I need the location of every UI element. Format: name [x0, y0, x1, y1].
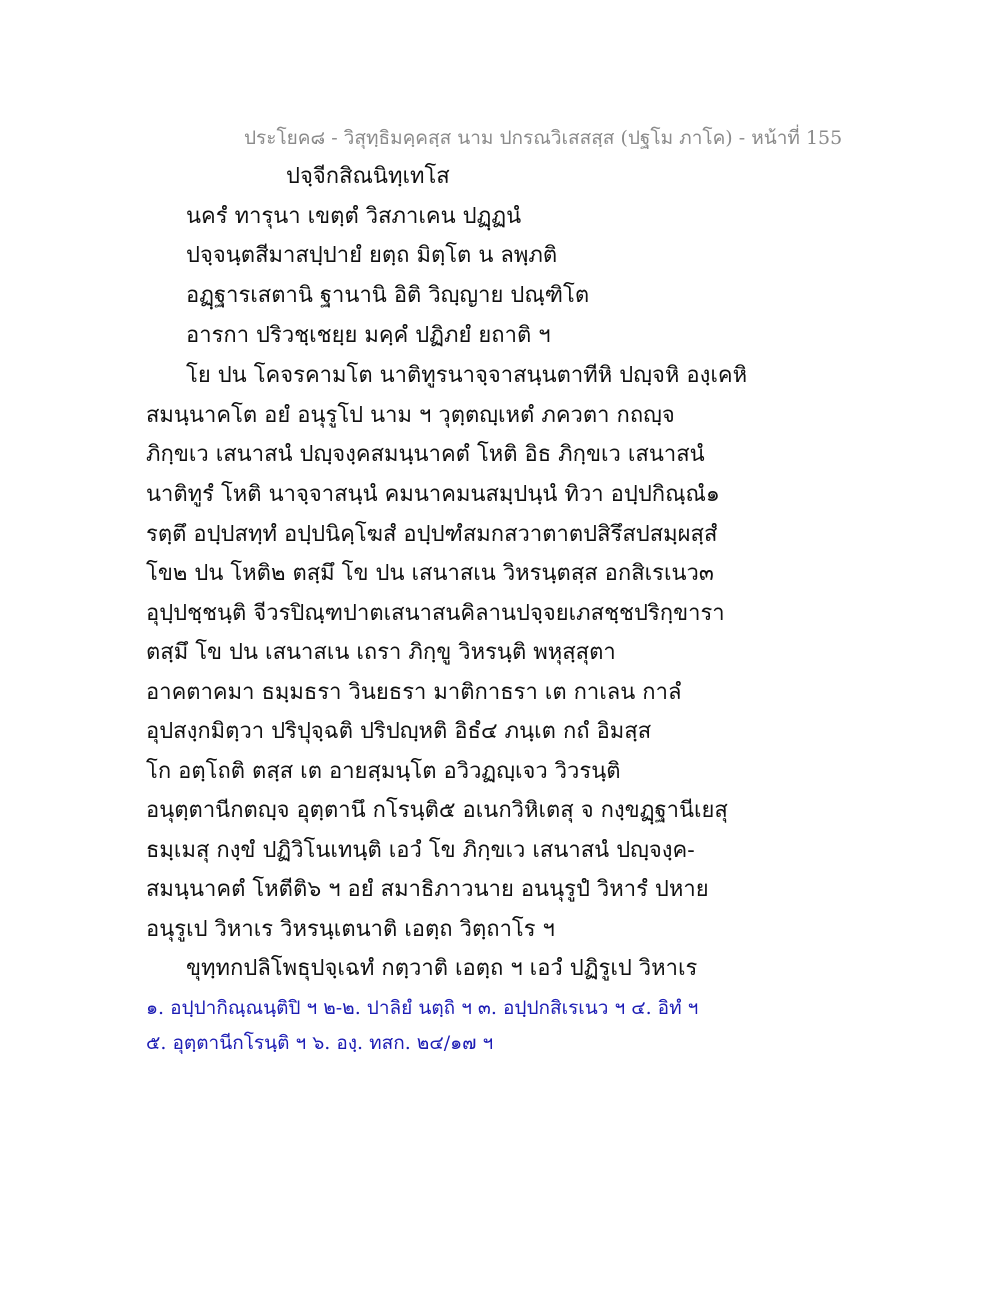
body-line: นาติทูรํ โหติ นาจฺจาสนฺนํ คมนาคมนสมฺปนฺนํ ทิวา อปฺปกิณฺณํ๑: [146, 482, 720, 507]
verse-line: นครํ ทารุนา เขตฺตํ วิสภาเคน ปฏฺฏนํ: [186, 204, 522, 229]
body-line: อนุตฺตานีกตญฺจ อุตฺตานึ กโรนฺติ๕ อเนกวิหิเตสุ จ กงฺขฏฺฐานีเยสุ: [146, 798, 728, 823]
body-line: ภิกฺขเว เสนาสนํ ปญฺจงฺคสมนฺนาคตํ โหติ อิธ ภิกฺขเว เสนาสนํ: [146, 442, 705, 467]
section-title: ปจฺจีกสิณนิทฺเทโส: [286, 164, 450, 189]
body-line: โก อตฺโถติ ตสฺส เต อายสฺมนฺโต อวิวฏญฺเจว วิวรนฺติ: [146, 759, 621, 784]
body-line: ธมฺเมสุ กงฺขํ ปฏิวิโนเทนฺติ เอวํ โข ภิกฺขเว เสนาสนํ ปญฺจงฺค-: [146, 838, 695, 863]
body-line: อาคตาคมา ธมฺมธรา วินยธรา มาติกาธรา เต กาเลน กาลํ: [146, 680, 682, 705]
body-line: โข๒ ปน โหติ๒ ตสฺมึ โข ปน เสนาสเน วิหรนฺตสฺส อกสิเรเนว๓: [146, 561, 714, 586]
verse-line: ปจฺจนฺตสีมาสปฺปายํ ยตฺถ มิตฺโต น ลพฺภติ: [186, 243, 558, 268]
body-line: ตสฺมึ โข ปน เสนาสเน เถรา ภิกฺขู วิหรนฺติ พหุสฺสุตา: [146, 640, 616, 665]
body-line: อนุรูเป วิหาเร วิหรนฺเตนาติ เอตฺถ วิตฺถาโร ฯ: [146, 917, 555, 942]
body-line: ขุทฺทกปลิโพธุปจฺเฉทํ กตฺวาติ เอตฺถ ฯ เอวํ ปฏิรูเป วิหาเร: [186, 956, 698, 981]
body-line: อุปสงฺกมิตฺวา ปริปุจฺฉติ ปริปญฺหติ อิธํ๔ ภนฺเต กถํ อิมสฺส: [146, 719, 652, 744]
body-line: รตฺตึ อปฺปสทฺทํ อปฺปนิคฺโฆสํ อปฺปฑํสมกสวาตาตปสิรึสปสมฺผสฺสํ: [146, 522, 718, 547]
body-line: อุปฺปชฺชนฺติ จีวรปิณฺฑปาตเสนาสนคิลานปจฺจยเภสชฺชปริกฺขารา: [146, 601, 725, 626]
page-header: ประโยค๘ - วิสุทฺธิมคฺคสฺส นาม ปกรณวิเสสสฺส (ปฐโม ภาโค) - หน้าที่ 155: [244, 127, 843, 149]
body-line: โย ปน โคจรคามโต นาติทูรนาจฺจาสนฺนตาทีหิ ปญฺจหิ องฺเคหิ: [186, 363, 748, 388]
verse-line: อฏฺฐารเสตานิ ฐานานิ อิติ วิญฺญาย ปณฺฑิโต: [186, 283, 590, 308]
verse-line: อารกา ปริวชฺเชยฺย มคฺคํ ปฏิภยํ ยถาติ ฯ: [186, 323, 551, 348]
footnote-line: ๕. อุตฺตานีกโรนฺติ ฯ ๖. องฺ. ทสก. ๒๔/๑๗ ฯ: [146, 1032, 494, 1054]
footnote-line: ๑. อปฺปากิณฺณนฺติปิ ฯ ๒-๒. ปาลิยํ นตฺถิ ฯ ๓. อปฺปกสิเรเนว ฯ ๔. อิทํ ฯ: [146, 997, 699, 1019]
body-line: สมนฺนาคโต อยํ อนุรูโป นาม ฯ วุตฺตญฺเหตํ ภควตา กถญฺจ: [146, 403, 675, 428]
body-line: สมนฺนาคตํ โหตีติ๖ ฯ อยํ สมาธิภาวนาย อนนุรูปํ วิหารํ ปหาย: [146, 877, 709, 902]
